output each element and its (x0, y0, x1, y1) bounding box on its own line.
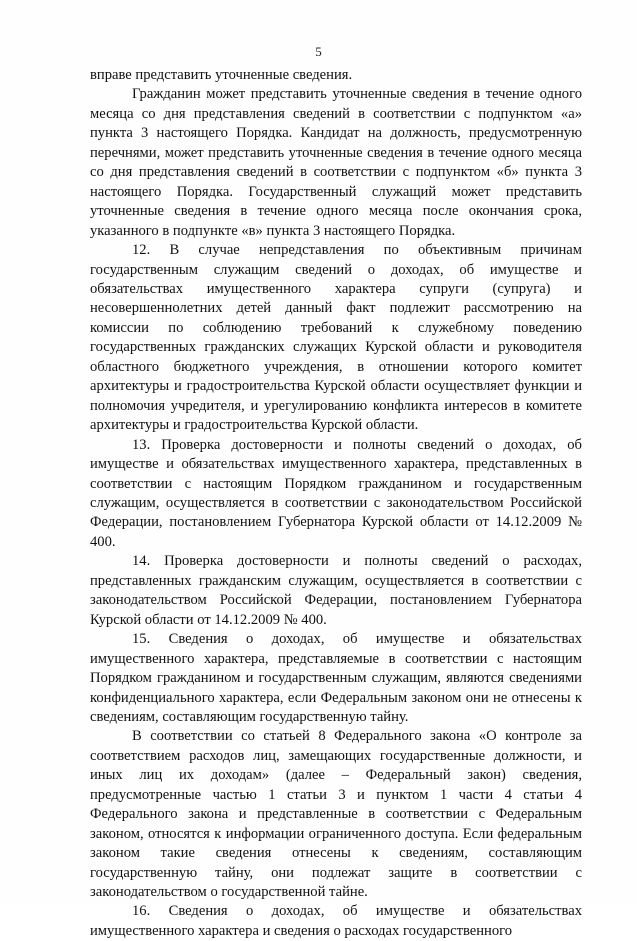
paragraph-item-13: 13. Проверка достоверности и полноты сведений о доходах, об имуществе и обязательствах имущественного характера, представленных в соответствии с настоящим Порядком гражданином и государственным служащим, осуществляется в соответствии с законодательством Российской Федерации, постановлением Губернатора Курской области от 14.12.2009 № 400. (90, 436, 582, 550)
page-number: 5 (315, 44, 322, 59)
paragraph-item-15: 15. Сведения о доходах, об имуществе и обязательствах имущественного характера, представляемые в соответствии с настоящим Порядком гражданином и государственным служащим, являются сведениями конфиденциального характера, если Федеральным законом они не отнесены к сведениям, составляющим государственную тайну. (90, 631, 582, 725)
paragraph-item-16: 16. Сведения о доходах, об имуществе и обязательствах имущественного характера и сведения о расходах государственного (90, 903, 582, 939)
paragraph-clarified-info: Гражданин может представить уточненные сведения в течение одного месяца со дня представления сведений в соответствии с подпунктом «а» пункта 3 настоящего Порядка. Кандидат на должность, предусмотренную перечнями, может представить уточненные сведения в течение одного месяца со дня представления сведений в соответствии с подпунктом «б» пункта 3 настоящего Порядка. Государственный служащий может представить уточненные сведения в течение одного месяца после окончания срока, указанного в подпункте «в» пункта 3 настоящего Порядка. (90, 86, 582, 239)
paragraph-item-14: 14. Проверка достоверности и полноты сведений о расходах, представленных гражданским служащим, осуществляется в соответствии с законодательством Российской Федерации, постановлением Губернатора Курской области от 14.12.2009 № 400. (90, 553, 582, 628)
paragraph-item-12: 12. В случае непредставления по объективным причинам государственным служащим сведений о доходах, об имуществе и обязательствах имущественного характера супруги (супруга) и несовершеннолетних детей данный факт подлежит рассмотрению на комиссии по соблюдению требований к служебному поведению государственных гражданских служащих Курской области и руководителя областного бюджетного учреждения, в отношении которого комитет архитектуры и градостроительства Курской области осуществляет функции и полномочия учредителя, и урегулированию конфликта интересов в комитете архитектуры и градостроительства Курской области. (90, 242, 582, 434)
paragraph-federal-law: В соответствии со статьей 8 Федерального закона «О контроле за соответствием расходов лиц, замещающих государственные должности, и иных лиц их доходам» (далее – Федеральный закон) сведения, предусмотренные частью 1 статьи 3 и пунктом 1 части 4 статьи 4 Федерального закона и представленные в соответствии с Федеральным законом, относятся к информации ограниченного доступа. Если федеральным законом такие сведения отнесены к сведениям, составляющим государственную тайну, они подлежат защите в соответствии с законодательством о государственной тайне. (90, 728, 582, 901)
document-body (90, 66, 582, 941)
paragraph-continuation: вправе представить уточненные сведения. (90, 67, 353, 83)
